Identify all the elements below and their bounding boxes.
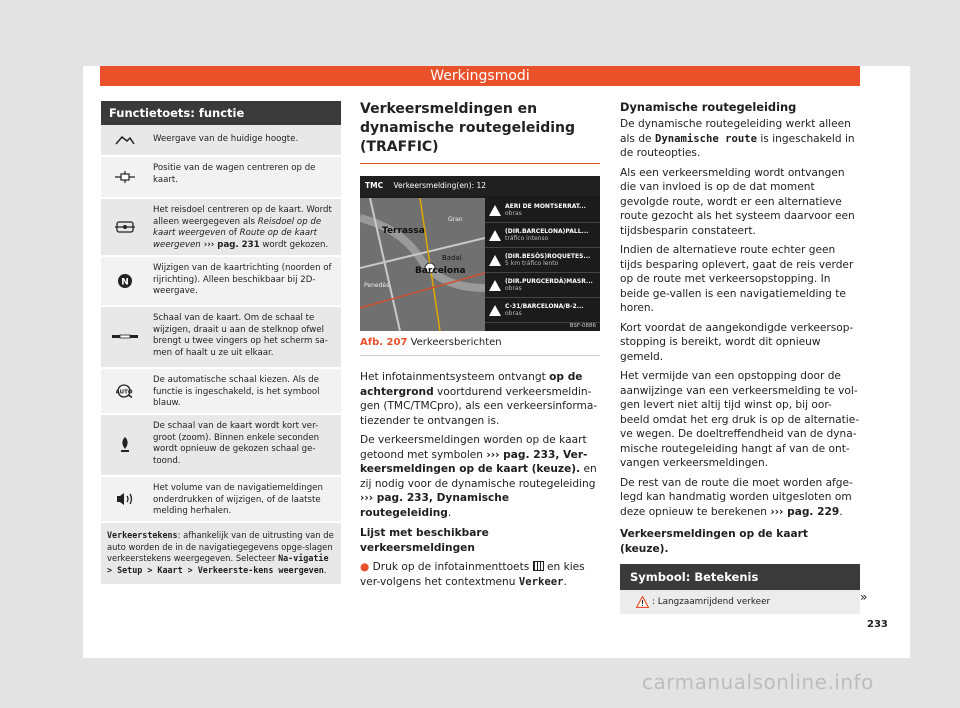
warning-icon: [485, 255, 505, 266]
list-item[interactable]: (DIR.BESÒS)ROQUETES... 5 km tráfico lento: [485, 248, 600, 273]
section-heading: Verkeersmeldingen en dynamische routegeleiding (TRAFFIC): [360, 101, 576, 155]
table-title: Functietoets: functie: [101, 101, 341, 125]
table-row: [101, 477, 341, 523]
warning-icon: [485, 305, 505, 316]
section-heading: Dynamische routegeleiding: [620, 100, 797, 114]
map-view: Gran Terrassa Barcelona Badal Penedès: [360, 198, 485, 331]
paragraph: Indien de alternatieve route echter geen tijds besparing oplevert, gaat de reis verder op de route met verkeersopstopping. In beide ge-vallen is een navigatiemelding te horen.: [620, 244, 854, 314]
auto-zoom-icon: [101, 369, 149, 413]
svg-text:N: N: [121, 277, 129, 288]
heading-rule: [360, 163, 600, 164]
row-text: De schaal van de kaart wordt kort ver-groot (zoom). Binnen enkele seconden wordt opnieuw de gekozen schaal ge-toond.: [153, 421, 320, 466]
list-item[interactable]: AERI DE MONTSERRAT... obras: [485, 198, 600, 223]
watermark: carmanualsonline.info: [642, 670, 874, 694]
warning-icon: [485, 205, 505, 216]
table-row: [101, 125, 341, 157]
row-text: Positie van de wagen centreren op de kaart.: [153, 163, 316, 185]
nav-volume-icon: [101, 477, 149, 521]
page-number: 233: [867, 619, 888, 630]
table-row: [101, 415, 341, 477]
row-text: Schaal van de kaart. Om de schaal te wijzigen, draait u aan de stelknop ofwel brengt u twee vingers op het scherm sa-men of haalt u ze uit elkaar.: [153, 313, 328, 358]
right-column: [620, 100, 860, 614]
subheading: Lijst met beschikbare verkeersmeldingen: [360, 527, 489, 554]
altitude-icon: [101, 125, 149, 155]
section-header: Werkingsmodi: [100, 66, 860, 86]
paragraph: De dynamische routegeleiding werkt alleen als de Dynamische route is ingeschakeld in de routeopties.: [620, 118, 855, 159]
symbol-table-title: Symbool: Betekenis: [620, 564, 860, 590]
traffic-message-list: [485, 198, 600, 323]
zoom-pin-icon: [101, 415, 149, 475]
screen-topbar: TMC Verkeersmelding(en): 12: [360, 176, 600, 196]
menu-key-icon: [533, 561, 544, 571]
list-item[interactable]: (DIR.PURGCERDÀ)MASR... obras: [485, 273, 600, 298]
center-vehicle-icon: [101, 157, 149, 197]
paragraph: De verkeersmeldingen worden op de kaart getoond met symbolen ››› pag. 233, Ver-keersmeldingen op de kaart (keuze). en zij nodig voor de dynamische routegeleiding ››› pag. 233, Dynamische routegeleiding.: [360, 434, 597, 519]
row-text: Wijzigen van de kaartrichting (noorden of rijrichting). Alleen beschikbaar bij 2D-weergave.: [153, 263, 332, 296]
list-item[interactable]: C-31/BARCELONA/B-2... obras: [485, 298, 600, 323]
compass-north-icon: [101, 257, 149, 305]
list-item[interactable]: (DIR.BARCELONA)PALL... tráfico intenso: [485, 223, 600, 248]
bullet-item: ● Druk op de infotainmenttoets en kies ver-volgens het contextmenu Verkeer.: [360, 561, 585, 588]
traffic-screen-figure: [360, 176, 600, 331]
paragraph: Het vermijde van een opstopping door de aanwijzinge van een verkeersmelding te vol-gen levert niet altij tijd winst op, bij oor-beeld omdat het erg druk is op de alternatie-ve wegen. De doeltreffendheid van de dyna-mische routegeleiding hangt af van de ont-vangen verkeersmeldingen.: [620, 370, 860, 469]
row-text: Het reisdoel centreren op de kaart. Wordt alleen weergegeven als Reisdoel op de kaart weergeven of Route op de kaart weergeven ››› pag. 231 wordt gekozen.: [153, 205, 332, 250]
warning-icon: [485, 280, 505, 291]
function-key-table: [101, 101, 341, 584]
warning-icon: [485, 230, 505, 241]
middle-column: [360, 100, 600, 594]
table-row: [101, 307, 341, 369]
page-link[interactable]: ››› pag. 229: [770, 505, 840, 518]
paragraph: Kort voordat de aangekondigde verkeersop-stopping is bereikt, wordt dit opnieuw gemeld.: [620, 321, 854, 363]
warning-triangle-icon: [636, 596, 649, 608]
paragraph: De rest van de route die moet worden afge-legd kan handmatig worden uitgesloten om deze opnieuw te berekenen ››› pag. 229.: [620, 476, 853, 518]
table-row: [101, 199, 341, 257]
figure-caption: Afb. 207 Verkeersberichten: [360, 337, 600, 356]
figure-code: BSF-0886: [569, 323, 596, 329]
table-row: [101, 157, 341, 199]
page-link[interactable]: ››› pag. 231: [200, 239, 260, 250]
paragraph: Als een verkeersmelding wordt ontvangen die van invloed is op de dat moment gevolgde route, wordt er een alternatieve route gezocht als het systeem daarvoor een tijdsbesparin constateert.: [620, 166, 855, 237]
center-destination-icon: [101, 199, 149, 255]
bullet-icon: ●: [360, 561, 373, 573]
symbol-table-row: : Langzaamrijdend verkeer: [620, 590, 860, 614]
subheading: Verkeersmeldingen op de kaart (keuze).: [620, 528, 808, 555]
table-note: Verkeerstekens: afhankelijk van de uitrusting van de auto worden de in de navigatiegegevens opge-slagen verkeerstekens weergegeven. Selecteer Na-vigatie > Setup > Kaart > Verkeerste-kens weergeven.: [101, 523, 341, 584]
continue-mark: »: [860, 590, 868, 604]
row-text: De automatische schaal kiezen. Als de functie is ingeschakeld, is het symbool blauw.: [153, 375, 320, 408]
table-row: [101, 369, 341, 415]
page-link[interactable]: ››› pag. 233, Ver-keersmeldingen op de kaart (keuze).: [360, 448, 588, 475]
row-text: Weergave van de huidige hoogte.: [153, 134, 299, 144]
row-text: Het volume van de navigatiemeldingen onderdrukken of wijzigen, of de laatste melding herhalen.: [153, 483, 323, 516]
scale-bar-icon: [101, 307, 149, 367]
page-link[interactable]: ››› pag. 233, Dynamische routegeleiding: [360, 492, 510, 519]
svg-text:AUTO: AUTO: [116, 389, 133, 396]
table-row: [101, 257, 341, 307]
paragraph: Het infotainmentsysteem ontvangt op de achtergrond voortdurend verkeersmeldin-gen (TMC/TMCpro), als een verkeersinforma-tiezender te ontvangen is.: [360, 371, 598, 427]
